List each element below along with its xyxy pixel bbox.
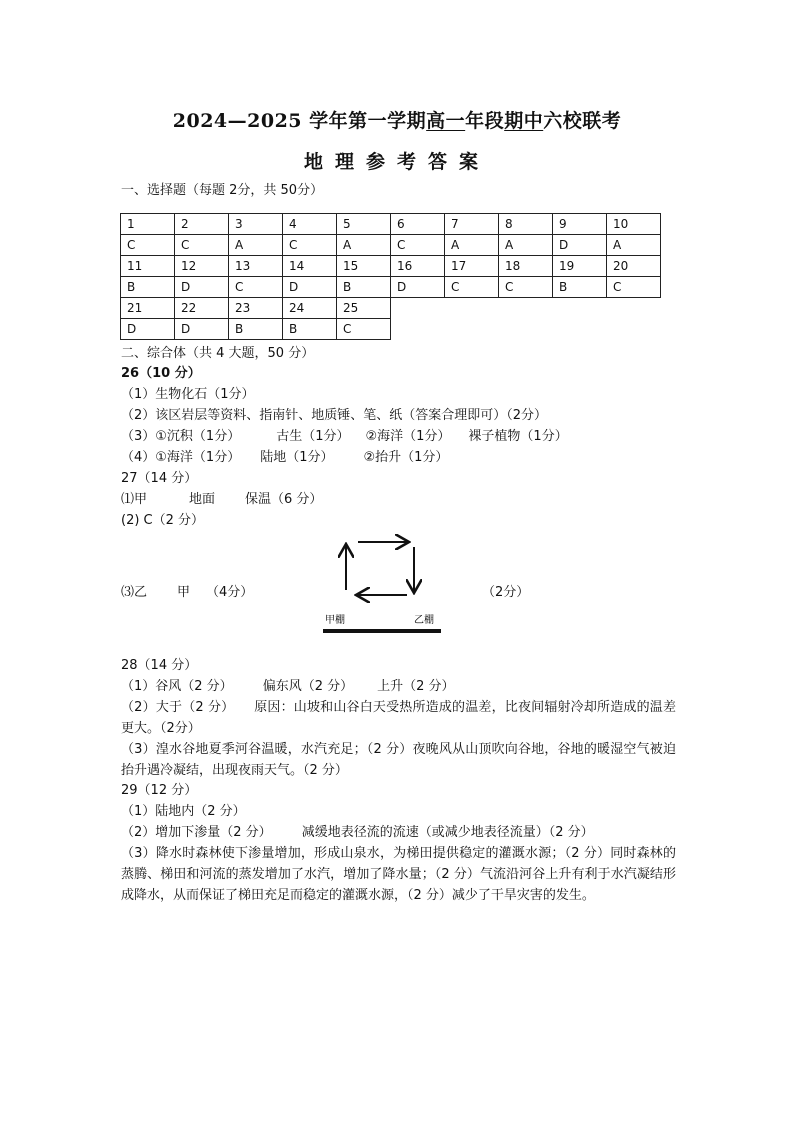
empty-cell bbox=[553, 298, 607, 319]
diagram-label-jia: 甲棚 bbox=[325, 615, 345, 626]
q28-line2: （2）大于（2 分） 原因：山坡和山谷白天受热所造成的温差，比夜间辐射冷却所造成的温差更大。（2分） bbox=[121, 700, 676, 736]
q27-l3a: ⑶乙 bbox=[121, 585, 148, 600]
answer-row bbox=[121, 256, 661, 277]
answer-table bbox=[120, 213, 661, 340]
answer-cell: 21 bbox=[121, 298, 175, 319]
answer-cell: D bbox=[175, 319, 229, 340]
answer-row bbox=[121, 214, 661, 235]
q26-l4a: （4）①海洋（1分） bbox=[121, 450, 241, 465]
q29-header: 29（12 分） bbox=[121, 783, 198, 798]
answer-cell: B bbox=[121, 277, 175, 298]
q26-line4 bbox=[121, 450, 448, 466]
answer-cell: 19 bbox=[553, 256, 607, 277]
answer-cell: 10 bbox=[607, 214, 661, 235]
answer-cell: 8 bbox=[499, 214, 553, 235]
empty-cell bbox=[607, 319, 661, 340]
answer-cell: D bbox=[121, 319, 175, 340]
page-subtitle: 地理参考答案 bbox=[303, 151, 490, 173]
q26-header: 26（10 分） bbox=[121, 366, 201, 381]
section1-heading: 一、选择题（每题 2分，共 50分） bbox=[121, 183, 324, 198]
q29-line1: （1）陆地内（2 分） bbox=[121, 804, 246, 819]
answer-cell: 23 bbox=[229, 298, 283, 319]
answer-cell: 4 bbox=[283, 214, 337, 235]
answer-cell: C bbox=[283, 235, 337, 256]
ground-bar bbox=[323, 629, 441, 633]
answer-cell: A bbox=[607, 235, 661, 256]
empty-cell bbox=[391, 319, 445, 340]
answer-cell: D bbox=[391, 277, 445, 298]
answer-cell: B bbox=[337, 277, 391, 298]
answer-cell: C bbox=[337, 319, 391, 340]
q26-line3 bbox=[121, 429, 568, 445]
q27-l1b: 地面 bbox=[189, 492, 216, 507]
answer-cell: 18 bbox=[499, 256, 553, 277]
q27-line1 bbox=[121, 492, 322, 508]
answer-cell: 17 bbox=[445, 256, 499, 277]
answer-row bbox=[121, 277, 661, 298]
page-title: 2024—2025 学年第一学期高一年段期中六校联考 bbox=[172, 110, 622, 132]
section2-heading: 二、综合体（共 4 大题，50 分） bbox=[121, 346, 315, 361]
answer-cell: C bbox=[499, 277, 553, 298]
q29-l2a: （2）增加下渗量（2 分） bbox=[121, 825, 272, 840]
empty-cell bbox=[445, 298, 499, 319]
answer-cell: 25 bbox=[337, 298, 391, 319]
answer-cell: 6 bbox=[391, 214, 445, 235]
answer-cell: A bbox=[499, 235, 553, 256]
answer-cell: D bbox=[553, 235, 607, 256]
q26-line2: （2）该区岩层等资料、指南针、地质锤、笔、纸（答案合理即可）（2分） bbox=[121, 408, 548, 423]
empty-cell bbox=[499, 298, 553, 319]
answer-cell: C bbox=[445, 277, 499, 298]
q26-l4b: 陆地（1分） bbox=[260, 450, 334, 465]
circulation-diagram bbox=[315, 533, 450, 638]
q29-l2b: 减缓地表径流的流速（或减少地表径流量）（2 分） bbox=[301, 825, 594, 840]
answer-cell: A bbox=[229, 235, 283, 256]
q27-l1c: 保温（6 分） bbox=[245, 492, 323, 507]
answer-cell: 9 bbox=[553, 214, 607, 235]
q27-diagram-score: （2分） bbox=[482, 585, 530, 600]
q27-line2: (2) C（2 分） bbox=[121, 513, 205, 528]
answer-cell: 24 bbox=[283, 298, 337, 319]
answer-cell: B bbox=[229, 319, 283, 340]
q28-l1b: 偏东风（2 分） bbox=[262, 679, 354, 694]
q27-line3 bbox=[121, 585, 253, 601]
q27-l3b: 甲 bbox=[177, 585, 191, 600]
diagram-label-yi: 乙棚 bbox=[414, 615, 434, 626]
q29-line3: （3）降水时森林使下渗量增加，形成山泉水，为梯田提供稳定的灌溉水源；（2 分）同时森林的蒸腾、梯田和河流的蒸发增加了水汽，增加了降水量；（2 分）气流沿河谷上升有利于水汽凝结形成降水，从而保证了梯田充足而稳定的灌溉水源，（2 分）减少了干旱灾害的发生。 bbox=[121, 846, 676, 903]
q27-l1a: ⑴甲 bbox=[121, 492, 148, 507]
answer-cell: A bbox=[337, 235, 391, 256]
answer-cell: C bbox=[607, 277, 661, 298]
q28-l1c: 上升（2 分） bbox=[377, 679, 455, 694]
answer-cell: 14 bbox=[283, 256, 337, 277]
answer-cell: 12 bbox=[175, 256, 229, 277]
answer-cell: C bbox=[175, 235, 229, 256]
answer-cell: A bbox=[445, 235, 499, 256]
answer-cell: 5 bbox=[337, 214, 391, 235]
answer-cell: 11 bbox=[121, 256, 175, 277]
q29-line2 bbox=[121, 825, 594, 841]
q26-l3a: （3）①沉积（1分） bbox=[121, 429, 241, 444]
q26-l3d: 裸子植物（1分） bbox=[468, 429, 568, 444]
q28-line1 bbox=[121, 679, 455, 695]
answer-cell: B bbox=[283, 319, 337, 340]
answer-cell: C bbox=[229, 277, 283, 298]
answer-cell: D bbox=[283, 277, 337, 298]
answer-cell: C bbox=[121, 235, 175, 256]
q28-l1a: （1）谷风（2 分） bbox=[121, 679, 233, 694]
q26-l3c: ②海洋（1分） bbox=[365, 429, 451, 444]
answer-cell: 1 bbox=[121, 214, 175, 235]
answer-row bbox=[121, 298, 661, 319]
answer-cell: 22 bbox=[175, 298, 229, 319]
answer-cell: 3 bbox=[229, 214, 283, 235]
q28-header: 28（14 分） bbox=[121, 658, 198, 673]
answer-cell: 2 bbox=[175, 214, 229, 235]
empty-cell bbox=[499, 319, 553, 340]
answer-cell: D bbox=[175, 277, 229, 298]
answer-cell: 7 bbox=[445, 214, 499, 235]
answer-cell: 13 bbox=[229, 256, 283, 277]
answer-row bbox=[121, 235, 661, 256]
empty-cell bbox=[445, 319, 499, 340]
q26-l4c: ②抬升（1分） bbox=[363, 450, 449, 465]
answer-row bbox=[121, 319, 661, 340]
answer-cell: C bbox=[391, 235, 445, 256]
q26-l3b: 古生（1分） bbox=[276, 429, 350, 444]
q28-line3: （3）湟水谷地夏季河谷温暖，水汽充足；（2 分）夜晚风从山顶吹向谷地，谷地的暖湿空气被迫抬升遇冷凝结，出现夜雨天气。（2 分） bbox=[121, 742, 676, 778]
answer-cell: 20 bbox=[607, 256, 661, 277]
empty-cell bbox=[553, 319, 607, 340]
q27-l3c: （4分） bbox=[206, 585, 254, 600]
q27-header: 27（14 分） bbox=[121, 471, 198, 486]
empty-cell bbox=[607, 298, 661, 319]
q26-line1: （1）生物化石（1分） bbox=[121, 387, 255, 402]
answer-cell: 16 bbox=[391, 256, 445, 277]
answer-cell: B bbox=[553, 277, 607, 298]
empty-cell bbox=[391, 298, 445, 319]
answer-cell: 15 bbox=[337, 256, 391, 277]
